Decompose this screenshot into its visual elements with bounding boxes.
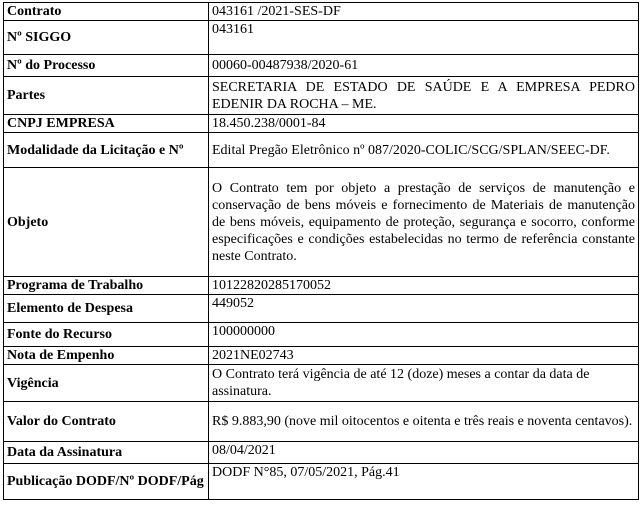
table-row-partes [4, 77, 639, 115]
row-value: 043161 [209, 21, 639, 55]
row-value: 449052 [209, 295, 639, 323]
row-label: Programa de Trabalho [4, 277, 209, 295]
row-value: SECRETARIA DE ESTADO DE SAÚDE E A EMPRESA PEDRO EDENIR DA ROCHA – ME. [209, 77, 639, 115]
row-label: Partes [4, 77, 209, 115]
row-label: CNPJ EMPRESA [4, 115, 209, 133]
table-row-programa [4, 277, 639, 295]
table-row-empenho [4, 347, 639, 365]
table-row-vigencia [4, 365, 639, 402]
row-label: Nº SIGGO [4, 21, 209, 55]
row-value: 18.450.238/0001-84 [209, 115, 639, 133]
row-value: 043161 /2021-SES-DF [209, 3, 639, 21]
table-row-siggo [4, 21, 639, 55]
row-value: 100000000 [209, 323, 639, 347]
row-label: Valor do Contrato [4, 402, 209, 442]
row-value: DODF N°85, 07/05/2021, Pág.41 [209, 464, 639, 500]
row-label: Publicação DODF/Nº DODF/Pág [4, 464, 209, 500]
contract-summary-table [3, 2, 639, 500]
row-label: Vigência [4, 365, 209, 402]
row-label: Data da Assinatura [4, 442, 209, 464]
row-value: 00060-00487938/2020-61 [209, 55, 639, 77]
row-label: Nota de Empenho [4, 347, 209, 365]
row-value: Edital Pregão Eletrônico nº 087/2020-COLIC/SCG/SPLAN/SEEC-DF. [209, 133, 639, 168]
table-row-fonte [4, 323, 639, 347]
row-label: Nº do Processo [4, 55, 209, 77]
row-value: O Contrato tem por objeto a prestação de serviços de manutenção e conservação de bens móveis e fornecimento de Materiais de manutenção de bens móveis, equipamento de proteção, segurança e socorro, conforme especificações e condições estabelecidas no termo de referência constante neste Contrato. [209, 168, 639, 277]
table-row-objeto [4, 168, 639, 277]
table-row-modalidade [4, 133, 639, 168]
row-label: Elemento de Despesa [4, 295, 209, 323]
row-value: 2021NE02743 [209, 347, 639, 365]
table-row-processo [4, 55, 639, 77]
table-row-cnpj [4, 115, 639, 133]
table-row-elemento [4, 295, 639, 323]
table-row-contrato [4, 3, 639, 21]
row-value: 10122820285170052 [209, 277, 639, 295]
row-label: Contrato [4, 3, 209, 21]
table-row-valor [4, 402, 639, 442]
row-label: Modalidade da Licitação e Nº [4, 133, 209, 168]
row-value: R$ 9.883,90 (nove mil oitocentos e oitenta e três reais e noventa centavos). [209, 402, 639, 442]
table-row-publicacao [4, 464, 639, 500]
table-row-data [4, 442, 639, 464]
row-value: O Contrato terá vigência de até 12 (doze) meses a contar da data de assinatura. [209, 365, 639, 402]
row-value: 08/04/2021 [209, 442, 639, 464]
row-label: Fonte do Recurso [4, 323, 209, 347]
row-label: Objeto [4, 168, 209, 277]
